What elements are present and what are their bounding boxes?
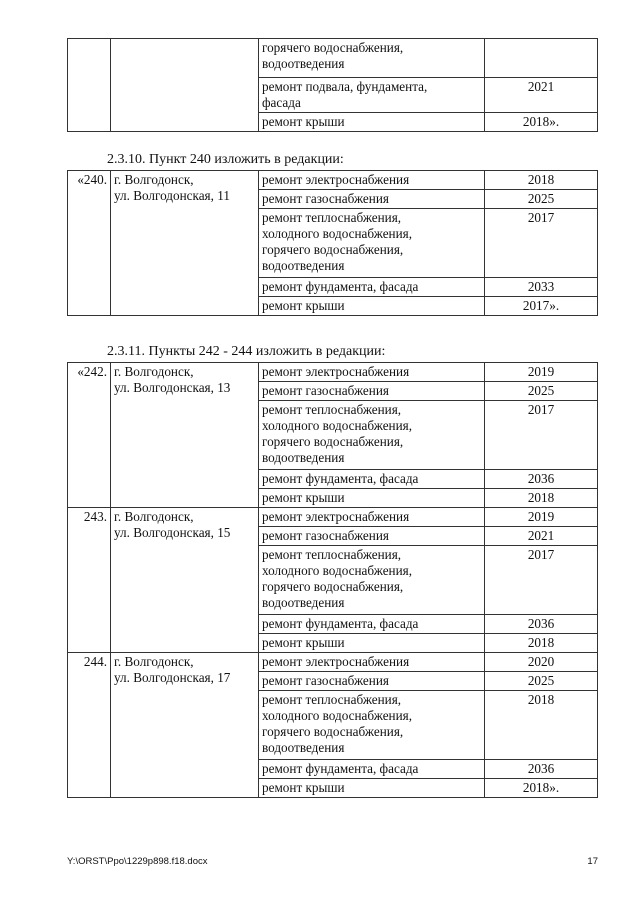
work-line: ремонт теплоснабжения, (262, 692, 402, 707)
work-line: горячего водоснабжения, (262, 579, 404, 594)
work-description (259, 382, 485, 401)
table-row (68, 653, 598, 672)
work-year: 2036 (485, 615, 598, 634)
footer-page-number: 17 (587, 856, 598, 867)
work-description (259, 278, 485, 297)
work-line: ремонт газоснабжения (262, 191, 389, 206)
address-line: г. Волгодонск, (114, 654, 194, 669)
work-line: холодного водоснабжения, (262, 563, 413, 578)
work-line: фасада (262, 95, 301, 110)
work-line: ремонт фундамента, фасада (262, 471, 419, 486)
work-line: водоотведения (262, 258, 345, 273)
work-year: 2021 (485, 527, 598, 546)
work-year: 2025 (485, 672, 598, 691)
work-line: горячего водоснабжения, (262, 242, 404, 257)
work-year: 2018». (485, 779, 598, 798)
item-number: «242. (68, 363, 111, 508)
work-year: 2017 (485, 546, 598, 615)
item-number: «240. (68, 171, 111, 316)
work-description (259, 672, 485, 691)
work-description (259, 209, 485, 278)
work-line: ремонт электроснабжения (262, 509, 410, 524)
work-year (485, 39, 598, 78)
work-line: водоотведения (262, 56, 345, 71)
work-year: 2033 (485, 278, 598, 297)
item-number: 244. (68, 653, 111, 798)
work-line: горячего водоснабжения, (262, 40, 404, 55)
work-description (259, 615, 485, 634)
table-row (68, 363, 598, 382)
work-year: 2017 (485, 401, 598, 470)
item-address (111, 171, 259, 316)
work-line: ремонт газоснабжения (262, 528, 389, 543)
section-heading-2-3-11: 2.3.11. Пункты 242 - 244 изложить в редакции: (107, 344, 386, 359)
work-line: ремонт фундамента, фасада (262, 761, 419, 776)
work-description (259, 508, 485, 527)
item-address (111, 39, 259, 132)
item-address (111, 508, 259, 653)
work-year: 2021 (485, 78, 598, 113)
address-line: ул. Волгодонская, 11 (114, 188, 230, 203)
work-description (259, 779, 485, 798)
work-description (259, 691, 485, 760)
item-address (111, 653, 259, 798)
work-description (259, 113, 485, 132)
work-year: 2019 (485, 508, 598, 527)
work-line: горячего водоснабжения, (262, 724, 404, 739)
work-line: ремонт крыши (262, 490, 345, 505)
work-description (259, 546, 485, 615)
work-year: 2025 (485, 190, 598, 209)
work-line: ремонт газоснабжения (262, 673, 389, 688)
table-item-240 (67, 170, 598, 316)
work-line: ремонт теплоснабжения, (262, 210, 402, 225)
work-year: 2018 (485, 634, 598, 653)
address-line: ул. Волгодонская, 17 (114, 670, 231, 685)
work-line: ремонт газоснабжения (262, 383, 389, 398)
work-line: горячего водоснабжения, (262, 434, 404, 449)
table-row (68, 508, 598, 527)
work-description (259, 634, 485, 653)
work-year: 2025 (485, 382, 598, 401)
work-line: водоотведения (262, 450, 345, 465)
work-description (259, 171, 485, 190)
work-year: 2018». (485, 113, 598, 132)
work-line: ремонт теплоснабжения, (262, 547, 402, 562)
work-line: ремонт крыши (262, 780, 345, 795)
table-row (68, 171, 598, 190)
work-year: 2036 (485, 760, 598, 779)
work-line: ремонт крыши (262, 298, 345, 313)
work-description (259, 489, 485, 508)
work-line: ремонт электроснабжения (262, 364, 410, 379)
section-heading-2-3-10: 2.3.10. Пункт 240 изложить в редакции: (107, 152, 344, 167)
work-year: 2036 (485, 470, 598, 489)
work-line: ремонт теплоснабжения, (262, 402, 402, 417)
work-line: холодного водоснабжения, (262, 418, 413, 433)
footer-file-path: Y:\ORST\Ppo\1229p898.f18.docx (67, 856, 208, 867)
work-line: ремонт электроснабжения (262, 654, 410, 669)
work-line: водоотведения (262, 595, 345, 610)
work-year: 2017». (485, 297, 598, 316)
address-line: г. Волгодонск, (114, 509, 194, 524)
work-description (259, 653, 485, 672)
work-line: ремонт крыши (262, 114, 345, 129)
work-description (259, 363, 485, 382)
work-line: холодного водоснабжения, (262, 226, 413, 241)
work-description (259, 760, 485, 779)
work-description (259, 527, 485, 546)
work-line: ремонт подвала, фундамента, (262, 79, 428, 94)
work-year: 2020 (485, 653, 598, 672)
work-line: водоотведения (262, 740, 345, 755)
work-description (259, 39, 485, 78)
address-line: ул. Волгодонская, 13 (114, 380, 231, 395)
work-line: ремонт фундамента, фасада (262, 279, 419, 294)
table-row (68, 39, 598, 78)
work-year: 2019 (485, 363, 598, 382)
work-description (259, 78, 485, 113)
item-number: 243. (68, 508, 111, 653)
item-address (111, 363, 259, 508)
address-line: г. Волгодонск, (114, 172, 194, 187)
work-description (259, 190, 485, 209)
work-line: ремонт крыши (262, 635, 345, 650)
table-continuation (67, 38, 598, 132)
work-description (259, 401, 485, 470)
work-year: 2017 (485, 209, 598, 278)
work-line: ремонт электроснабжения (262, 172, 410, 187)
work-year: 2018 (485, 691, 598, 760)
table-items-242-244 (67, 362, 598, 798)
address-line: ул. Волгодонская, 15 (114, 525, 231, 540)
work-description (259, 470, 485, 489)
address-line: г. Волгодонск, (114, 364, 194, 379)
work-year: 2018 (485, 489, 598, 508)
item-number (68, 39, 111, 132)
work-description (259, 297, 485, 316)
work-year: 2018 (485, 171, 598, 190)
work-line: холодного водоснабжения, (262, 708, 413, 723)
work-line: ремонт фундамента, фасада (262, 616, 419, 631)
